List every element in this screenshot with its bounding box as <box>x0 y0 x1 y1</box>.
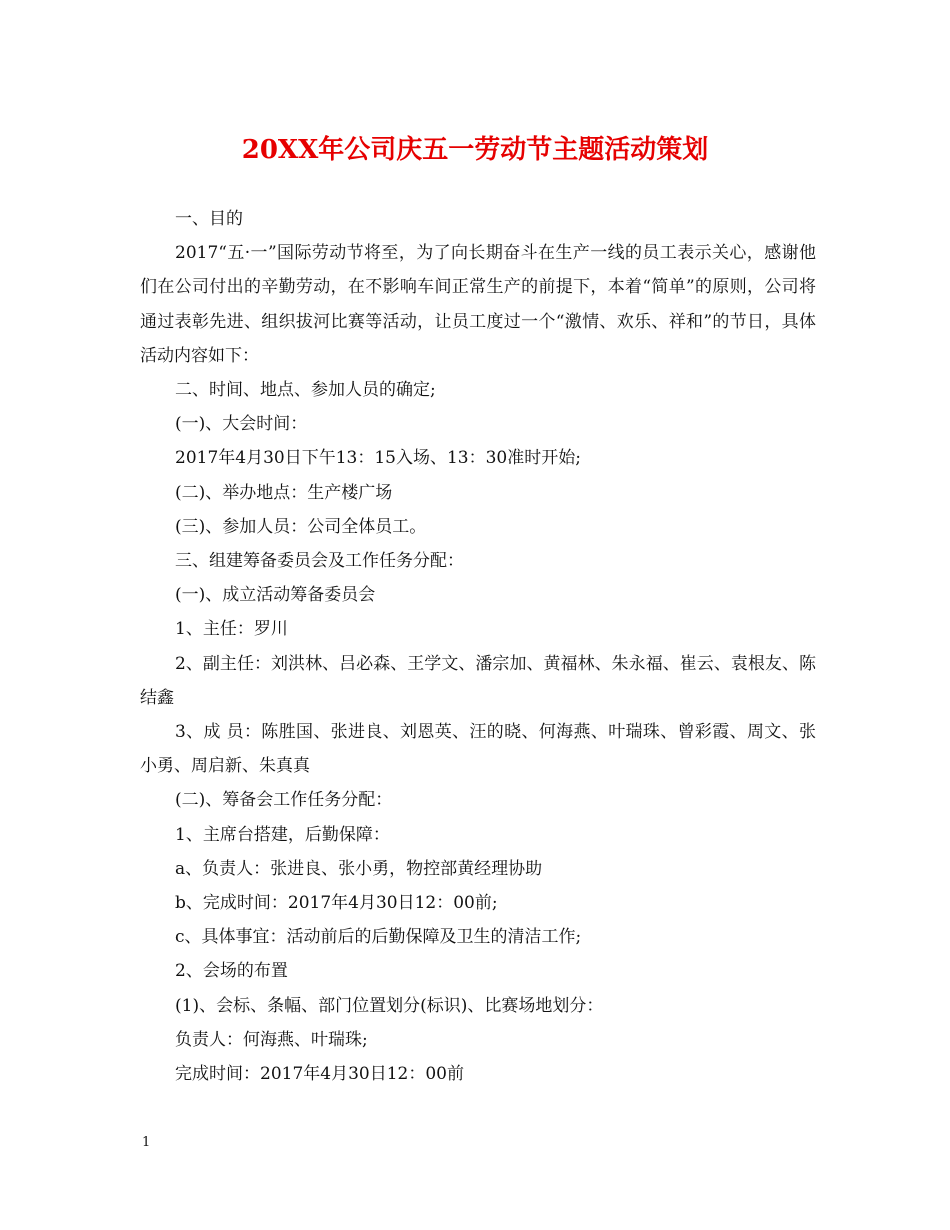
paragraph-20: 负责人：何海燕、叶瑞珠; <box>175 1029 368 1050</box>
paragraph-5: 2017年4月30日下午13：15入场、13：30准时开始; <box>175 448 581 469</box>
document-body <box>140 202 816 1091</box>
paragraph-12: 3、成 员：陈胜国、张进良、刘恩英、汪的晓、何海燕、叶瑞珠、曾彩霞、周文、张小勇、周启新、朱真真 <box>140 722 816 777</box>
paragraph-10: 1、主任：罗川 <box>175 619 288 640</box>
paragraph-3: 二、时间、地点、参加人员的确定; <box>175 380 436 401</box>
paragraph-15: a、负责人：张进良、张小勇，物控部黄经理协助 <box>175 858 543 879</box>
page-number: 1 <box>142 1135 151 1150</box>
paragraph-7: (三)、参加人员：公司全体员工。 <box>175 516 427 537</box>
paragraph-18: 2、会场的布置 <box>175 961 288 982</box>
paragraph-8: 三、组建筹备委员会及工作任务分配： <box>175 551 464 572</box>
paragraph-4: (一)、大会时间： <box>175 414 308 435</box>
paragraph-11: 2、副主任：刘洪林、吕必森、王学文、潘宗加、黄福林、朱永福、崔云、袁根友、陈结鑫 <box>140 653 816 708</box>
paragraph-2: 2017“五·一”国际劳动节将至，为了向长期奋斗在生产一线的员工表示关心，感谢他们在公司付出的辛勤劳动，在不影响车间正常生产的前提下，本着“简单”的原则，公司将通过表彰先进、组织拔河比赛等活动，让员工度过一个“激情、欢乐、祥和”的节日，具体活动内容如下： <box>140 243 816 366</box>
paragraph-13: (二)、筹备会工作任务分配： <box>175 790 393 811</box>
paragraph-9: (一)、成立活动筹备委员会 <box>175 585 376 606</box>
paragraph-17: c、具体事宜：活动前后的后勤保障及卫生的清洁工作; <box>175 927 582 948</box>
paragraph-16: b、完成时间：2017年4月30日12：00前; <box>175 893 498 914</box>
paragraph-1: 一、目的 <box>175 209 243 229</box>
document-title: 20XX年公司庆五一劳动节主题活动策划 <box>241 135 709 165</box>
paragraph-14: 1、主席台搭建，后勤保障： <box>175 824 390 845</box>
paragraph-21: 完成时间：2017年4月30日12：00前 <box>175 1064 464 1085</box>
paragraph-6: (二)、举办地点：生产楼广场 <box>175 482 393 503</box>
paragraph-19: (1)、会标、条幅、部门位置划分(标识)、比赛场地划分： <box>175 995 604 1016</box>
